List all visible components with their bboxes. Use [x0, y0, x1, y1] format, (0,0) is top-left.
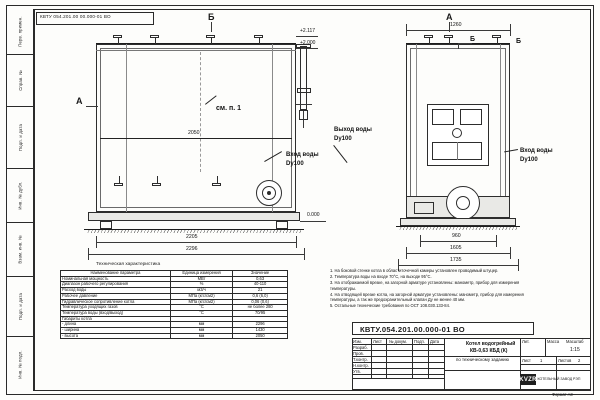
top-left-code-stamp	[36, 12, 156, 26]
flue-flange	[296, 44, 311, 48]
tb-sheet-label: Лист	[522, 358, 531, 363]
elev-2117-label: +2.117	[300, 28, 316, 34]
tb-scale-value: 1:15	[570, 347, 580, 353]
note-item: 5. Остальные технические требования по ОСТ 108.030.133-84.	[330, 303, 450, 309]
spec-cell: °С	[170, 310, 232, 316]
dim-1605-label: 1605	[450, 245, 462, 251]
note-item: 2. Температура воды на входе 70°С, на выходе 95°С.	[330, 274, 432, 280]
left-cell-3	[7, 169, 34, 223]
company-logo	[520, 374, 580, 385]
nozzle-top-4	[254, 35, 263, 44]
tb-scale-label: Масштаб	[566, 339, 584, 344]
water-out-dn: Dy100	[334, 136, 352, 142]
panel-gauge	[452, 128, 462, 138]
view-label-a-right: А	[446, 12, 453, 22]
nozzle-bottom-1	[114, 176, 123, 186]
support-leg-1	[100, 221, 112, 229]
view-label-b-left: Б	[208, 12, 215, 22]
dim-2205-label: 2205	[186, 234, 198, 240]
tb-sheets-value: 2	[578, 358, 581, 363]
tb-lit-label: Лит.	[522, 339, 530, 344]
flue-lever	[299, 110, 308, 120]
spec-cell: Гидравлическое сопротивление котла	[61, 299, 171, 305]
left-cell-1	[7, 55, 34, 107]
panel-box-1	[432, 109, 454, 125]
spec-cell: 21	[233, 288, 288, 294]
technical-notes	[330, 268, 546, 309]
dim-960-label: 960	[452, 233, 461, 239]
left-cell-5	[7, 277, 34, 337]
note-item: 4. На отводящей врезке котла, на загорной арматуре установлены: манометр, прибор для измерения температуры, а так же предохранительный клапан Ду не менее 40 мм.	[330, 291, 524, 303]
spec-cell: 70/95	[233, 310, 288, 316]
tb-row-label-4: Н.контр.	[353, 363, 369, 368]
spec-table	[60, 270, 288, 339]
tb-col-header-4: Дата	[430, 339, 440, 344]
dim-2050-label: 2050	[188, 130, 200, 136]
nozzle-bottom-3	[212, 176, 221, 186]
flue-damper	[297, 88, 311, 93]
tb-title-line3: по техническому заданию	[456, 357, 509, 362]
tb-col-header-2: № докум.	[389, 339, 407, 344]
fan-hub-right	[456, 196, 470, 210]
company-name: КОТЕЛЬНЫЙ ЗАВОД РЭП	[537, 377, 581, 382]
base-frame-left	[88, 212, 300, 221]
left-cell-label: Инв. № подл.	[18, 349, 24, 379]
nozzle-bottom-2	[152, 176, 161, 186]
left-stamp-column	[7, 9, 34, 391]
spec-cell: - высота	[61, 333, 171, 339]
nozzle-top-3	[206, 35, 215, 44]
left-cell-label: Подп. и дата	[18, 123, 24, 152]
left-cell-2	[7, 107, 34, 169]
spec-cell: Диапазон рабочего регулирования	[61, 282, 171, 288]
table-row	[61, 333, 288, 339]
left-cell-0	[7, 9, 34, 55]
elev-2000-label: +2.000	[300, 40, 316, 46]
dim-2296-label: 2296	[186, 246, 198, 252]
spec-cell: не более 280	[233, 305, 288, 311]
drawing-code-text: КВТУ.054.201.00.000-01 ВО	[360, 324, 465, 334]
spec-cell: 1430	[233, 328, 288, 334]
tb-col-header-1: Лист	[373, 339, 382, 344]
spec-header-0: Наименование параметра	[61, 271, 171, 277]
flue-stack-left-view	[300, 46, 307, 110]
tb-sheets-label: Листов	[558, 358, 572, 363]
panel-box-2	[460, 109, 482, 125]
spec-cell: °С	[170, 305, 232, 311]
nozzle-right-top-2	[444, 35, 453, 44]
spec-cell: мм	[170, 328, 232, 334]
spec-cell: Рабочее давление	[61, 293, 171, 299]
tb-title-line1: Котел водогрейный	[466, 341, 516, 347]
tb-title-line2: КВ-0,63 КБД (К)	[470, 348, 508, 354]
nozzle-right-top-3	[492, 35, 501, 44]
left-cell-label: Подп. и дата	[18, 292, 24, 321]
water-in-right-label: Вход воды	[520, 148, 553, 154]
spec-cell: мм	[170, 322, 232, 328]
format-label: Формат А3	[552, 392, 573, 397]
spec-cell: Расход воды	[61, 288, 171, 294]
tb-row-label-1: Пров.	[353, 351, 364, 356]
spec-cell: 0,63	[233, 276, 288, 282]
spec-cell: %	[170, 282, 232, 288]
tb-sheet-value: 1	[540, 358, 543, 363]
spec-cell: м3/ч	[170, 288, 232, 294]
logo-mark: KVZR	[520, 374, 536, 385]
left-cell-4	[7, 223, 34, 277]
base-frame-right	[400, 218, 516, 226]
spec-cell: Температура воды (вход/выход)	[61, 310, 171, 316]
tb-col-header-0: Изм.	[353, 339, 362, 344]
spec-cell: мм	[170, 333, 232, 339]
tb-row-label-5: Утв.	[353, 369, 361, 374]
nozzle-right-top-1	[424, 35, 433, 44]
left-cell-6	[7, 337, 34, 391]
fan-motor-right	[414, 202, 434, 214]
spec-cell: МПа (кгс/см2)	[170, 299, 232, 305]
spec-cell: МВт	[170, 276, 232, 282]
dim-1260-label: 1260	[450, 22, 462, 28]
spec-header-2: Значение	[233, 271, 288, 277]
tb-mass-label: Масса	[547, 339, 560, 344]
spec-table-caption: Техническая характеристика	[96, 262, 161, 267]
spec-cell: 2296	[233, 322, 288, 328]
water-in-right-dn: Dy100	[520, 157, 538, 163]
tb-col-header-3: Подп.	[414, 339, 425, 344]
left-cell-label: Перв. примен.	[18, 16, 24, 47]
spec-cell: - длина	[61, 322, 171, 328]
tb-row-label-2: Т.контр.	[353, 357, 368, 362]
top-left-code-text: КВТУ 054.201.00 00.000-01 ВО	[40, 13, 111, 19]
dim-1735-label: 1735	[450, 257, 462, 263]
tb-row-label-0: Разраб.	[353, 345, 368, 350]
burner-hub	[267, 191, 271, 195]
nozzle-top-2	[150, 35, 159, 44]
water-out-label: Выход воды	[334, 127, 372, 133]
spec-cell: 2050	[233, 333, 288, 339]
nozzle-top-1	[113, 35, 122, 44]
spec-header-1: Единица измерения	[170, 271, 232, 277]
support-leg-2	[276, 221, 288, 229]
spec-cell: 40-110	[233, 282, 288, 288]
note-item: 1. На боковой стенке котла в областиточечной камеры установлен проводимый штуцер.	[330, 268, 499, 273]
view-label-b-right: Б	[516, 38, 522, 45]
zero-level-label: 0.000	[307, 212, 320, 218]
water-in-left-label: Вход воды	[286, 152, 319, 158]
note-item: 3. На отображаемой врезке, на загорной арматуре установлены: манометр, прибор для измерения температуры.	[330, 280, 520, 291]
section-label-b-right: Б	[470, 36, 476, 43]
spec-cell: 0,6 (6,0)	[233, 293, 288, 299]
left-cell-label: Взам. инв. №	[18, 235, 23, 264]
spec-cell: Температура уходящих газов	[61, 305, 171, 311]
left-cell-label: Справ. №	[18, 70, 23, 91]
spec-cell: Номинальная мощность	[61, 276, 171, 282]
spec-cell: - ширина	[61, 328, 171, 334]
spec-cell: 0,06 (0,6)	[233, 299, 288, 305]
see-note-label: см. п. 1	[216, 105, 241, 112]
water-in-left-dn: Dy100	[286, 161, 304, 167]
view-label-a-left: А	[76, 96, 83, 106]
spec-cell: МПа (кгс/см2)	[170, 293, 232, 299]
left-cell-label: Инв. № дубл.	[18, 181, 23, 210]
spec-cell: Габариты котла	[61, 316, 171, 322]
